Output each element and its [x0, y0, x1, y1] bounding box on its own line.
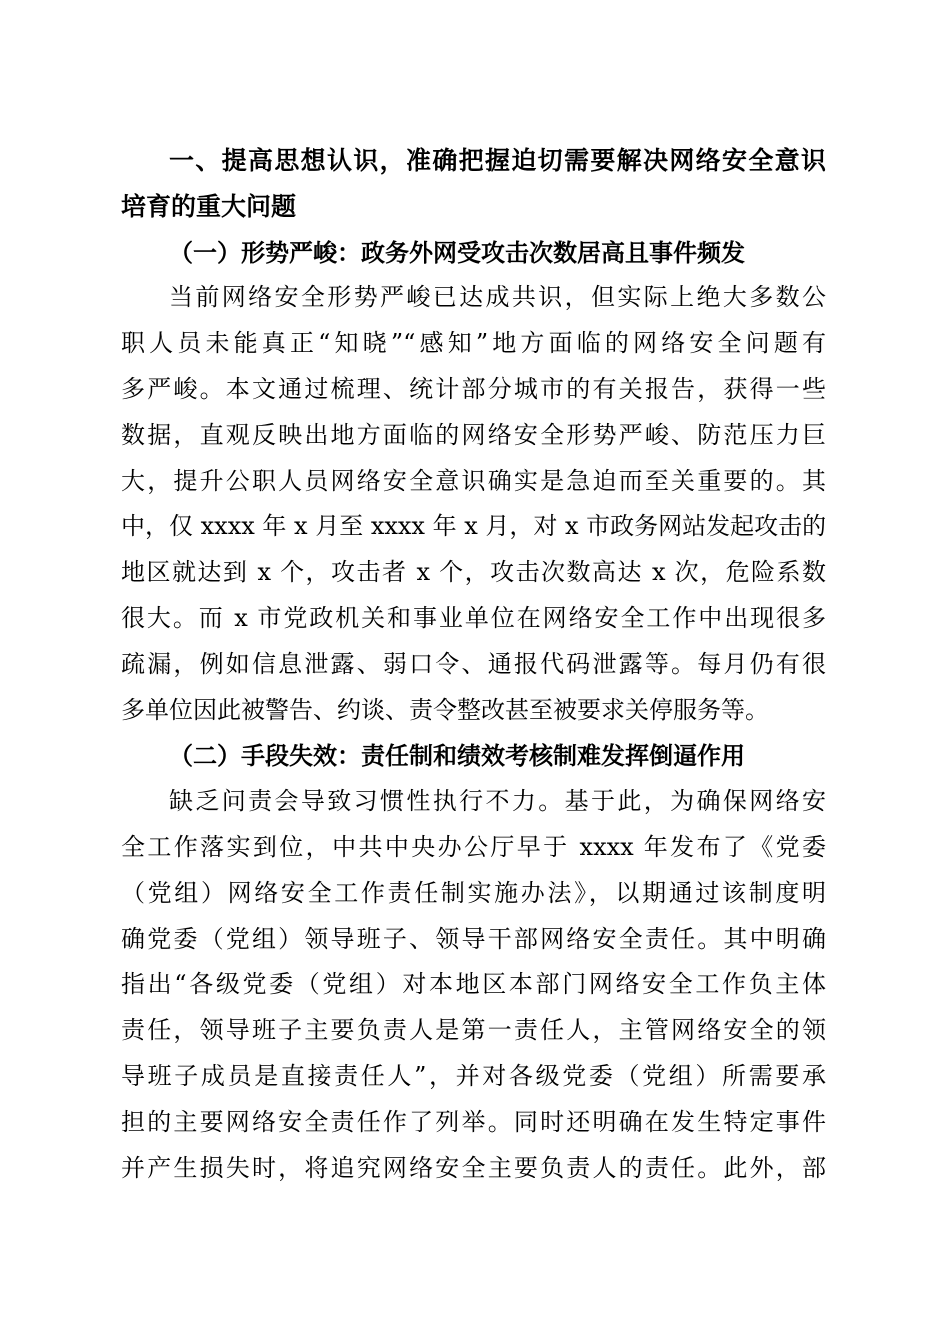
- paragraph-line: 当前网络安全形势严峻已达成共识，但实际上绝大多数公: [169, 283, 826, 312]
- paragraph-line: 缺乏问责会导致习惯性执行不力。基于此，为确保网络安: [169, 787, 826, 816]
- paragraph-line: 很大。而 x 市党政机关和事业单位在网络安全工作中出现很多: [121, 603, 826, 632]
- paragraph-line: （党组）网络安全工作责任制实施办法》，以期通过该制度明: [121, 878, 826, 907]
- document-body: [121, 138, 826, 1191]
- paragraph-line: 数据，直观反映出地方面临的网络安全形势严峻、防范压力巨: [121, 420, 826, 449]
- paragraph-line: 多严峻。本文通过梳理、统计部分城市的有关报告，获得一些: [121, 374, 826, 403]
- paragraph-line: 大，提升公职人员网络安全意识确实是急迫而至关重要的。其: [121, 466, 826, 495]
- paragraph-line: 全工作落实到位，中共中央办公厅早于 xxxx 年发布了《党委: [121, 832, 826, 861]
- paragraph-line: 确党委（党组）领导班子、领导干部网络安全责任。其中明确: [121, 924, 826, 953]
- paragraph-line: 责任，领导班子主要负责人是第一责任人，主管网络安全的领: [121, 1016, 826, 1045]
- paragraph-line: 担的主要网络安全责任作了列举。同时还明确在发生特定事件: [121, 1107, 826, 1136]
- paragraph-line: 指出“各级党委（党组）对本地区本部门网络安全工作负主体: [121, 970, 826, 999]
- paragraph-line: 职人员未能真正“知晓”“感知”地方面临的网络安全问题有: [121, 329, 826, 358]
- paragraph-line: 地区就达到 x 个，攻击者 x 个，攻击次数高达 x 次，危险系数: [121, 558, 826, 587]
- paragraph-line: 导班子成员是直接责任人”，并对各级党委（党组）所需要承: [121, 1061, 826, 1090]
- subsection-title-2: （二）手段失效：责任制和绩效考核制难发挥倒逼作用: [169, 741, 745, 771]
- section-heading-line-2: 培育的重大问题: [121, 191, 297, 221]
- section-heading-line-1: 一、提高思想认识，准确把握迫切需要解决网络安全意识: [169, 146, 826, 175]
- paragraph-line: 多单位因此被警告、约谈、责令整改甚至被要求关停服务等。: [121, 695, 769, 724]
- paragraph-line: 中，仅 xxxx 年 x 月至 xxxx 年 x 月，对 x 市政务网站发起攻击的: [121, 512, 826, 541]
- paragraph-line: 并产生损失时，将追究网络安全主要负责人的责任。此外，部: [121, 1153, 826, 1182]
- paragraph-line: 疏漏，例如信息泄露、弱口令、通报代码泄露等。每月仍有很: [121, 649, 826, 678]
- subsection-title-1: （一）形势严峻：政务外网受攻击次数居高且事件频发: [169, 237, 745, 267]
